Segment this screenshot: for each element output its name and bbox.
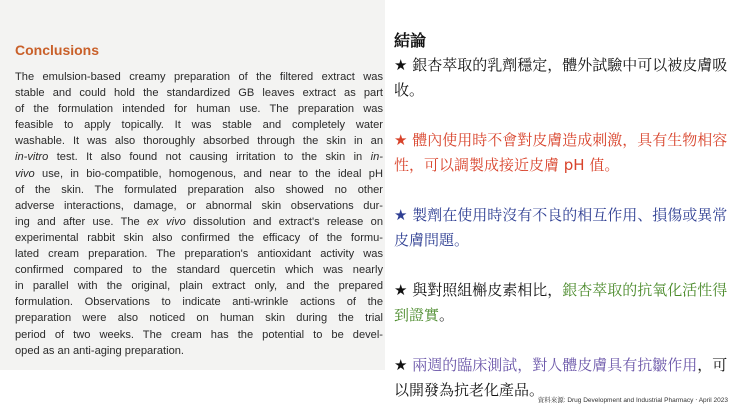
excerpt-text: period of two weeks. The cream has the potential to be devel- [15,328,383,341]
excerpt-line [15,101,383,117]
excerpt-line [15,166,383,182]
excerpt-line [15,214,383,230]
excerpt-line [15,230,383,246]
summary-point-text: 皮膚吸收。 [394,56,728,99]
excerpt-text: stable and could hold the standardized GB leaves extract as part [15,87,383,100]
excerpt-text: feasible to apply topically. It was stable and completely water [15,119,383,132]
excerpt-text: lated cream preparation. The preparation's antioxidant activity was [15,248,383,261]
excerpt-text: experimental rabbit skin also confirmed the efficacy of the formu- [15,231,383,244]
excerpt-line [15,246,383,262]
spacer [394,253,730,278]
excerpt-line [15,343,383,359]
excerpt-italic-term: in- [370,151,383,164]
excerpt-text: oped as an anti-aging preparation. [15,344,184,357]
excerpt-line [15,327,383,343]
excerpt-line [15,133,383,149]
summary-point-text: 物相容性，可以調製成接近皮膚 pH 值。 [394,131,728,174]
summary-point-text: 活性得到證實 [394,281,728,324]
excerpt-italic-term: vivo [15,167,35,180]
summary-point-text: ，可以開發為抗老化產品。 [394,356,728,399]
excerpt-line [15,117,383,133]
summary-point-text: 兩週的臨床測試，對人體皮膚具有抗皺作 [412,356,683,374]
spacer [394,103,730,128]
summary-panel [394,28,730,403]
excerpt-text: of the skin. The formulated preparation also showed no other [15,183,383,196]
excerpt-text: in parallel with the original, plain extract only, and the prepared [15,280,383,293]
summary-title: 結論 [394,31,427,50]
excerpt-line [15,310,383,326]
summary-point-text: ★ 銀杏萃取的乳劑穩定，體外試驗中可以被 [394,56,683,74]
excerpt-text: washable. It was also thoroughly absorbed through the skin in an [15,135,383,148]
spacer [394,178,730,203]
excerpt-heading: Conclusions [15,42,100,58]
summary-points [394,53,730,403]
excerpt-line [15,198,383,214]
summary-point-text: 銀杏萃取的抗氧化 [562,281,683,299]
excerpt-panel [0,0,385,370]
excerpt-text: confirmed compared to the standard quercetin which was nearly [15,264,383,277]
excerpt-line [15,149,383,165]
summary-point [394,203,730,253]
excerpt-line [15,182,383,198]
excerpt-text: formulation. Observations to indicate anti-wrinkle actions of the [15,296,383,309]
summary-point [394,128,730,178]
summary-point-text: ★ 製劑在使用時沒有不良的相互作用、損傷 [394,206,683,224]
summary-point-text: ★ 體內使用時不會對皮膚造成刺激，具有生 [394,131,683,149]
spacer [394,328,730,353]
excerpt-text: use, in bio-compatible, homogenous, and near to the ideal pH [34,167,383,180]
summary-point [394,278,730,328]
excerpt-text: of the formulation intended for human use. The preparation was [15,103,383,116]
excerpt-line [15,262,383,278]
excerpt-body [15,69,383,359]
summary-point-text: 用 [682,356,698,374]
excerpt-line [15,278,383,294]
excerpt-text: dissolution and extract's release on [185,215,384,228]
summary-point-text: ★ 與對照組槲皮素相比， [394,281,563,299]
excerpt-line [15,85,383,101]
excerpt-italic-term: ex vivo [147,215,186,228]
excerpt-line [15,69,383,85]
excerpt-text: preparation were also noticed on human skin during the trial [15,312,383,325]
summary-point-text: 或異常皮膚問題。 [394,206,728,249]
excerpt-text: ing and after use. The [15,215,148,228]
source-citation: 資料來源: Drug Development and Industrial Pharmacy ‧ April 2023 [537,397,728,404]
excerpt-text: adverse interactions, damage, or abnormal skin observations dur- [15,199,383,212]
excerpt-text: The emulsion-based creamy preparation of the filtered extract was [15,71,383,83]
excerpt-text: test. It also found not causing irritation to the skin in [48,151,371,164]
excerpt-italic-term: in-vitro [15,151,49,164]
summary-point-text: 。 [439,306,455,324]
excerpt-line [15,294,383,310]
summary-point [394,53,730,103]
summary-point-text: ★ [394,356,413,374]
